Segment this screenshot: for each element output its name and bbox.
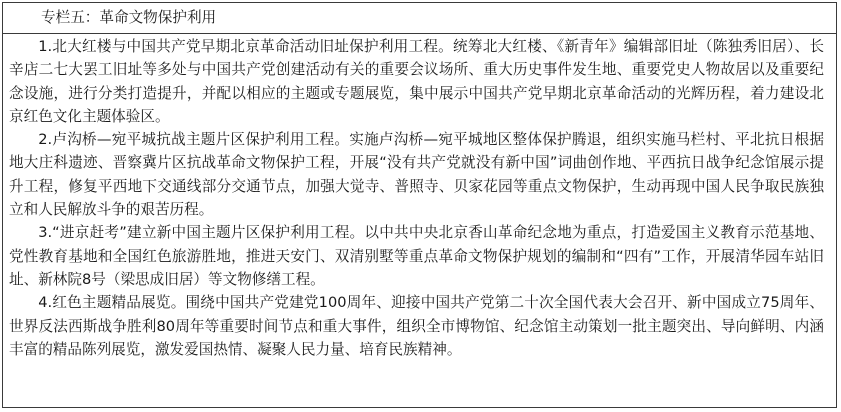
paragraph-project-3: 3.“进京赶考”建立新中国主题片区保护利用工程。以中共中央北京香山革命纪念地为重点，打造爱国主义教育示范基地、党性教育基地和全国红色旅游胜地，推进天安门、双清别墅等重点革命文物保护规划的编制和“四有”工作，开展清华园车站旧址、新林院8号（梁思成旧居）等文物修缮工程。: [9, 224, 824, 288]
column-box: [2, 2, 837, 408]
column-title: 专栏五：革命文物保护利用: [3, 3, 836, 34]
paragraph-project-4: 4.红色主题精品展览。围绕中国共产党建党100周年、迎接中国共产党第二十次全国代表大会召开、新中国成立75周年、世界反法西斯战争胜利80周年等重要时间节点和重大事件，组织全市博物馆、纪念馆主动策划一批主题突出、导向鲜明、内涵丰富的精品陈列展览，激发爱国热情、凝聚人民力量、培育民族精神。: [9, 294, 824, 358]
column-body: [3, 34, 836, 361]
paragraph-project-1: 1.北大红楼与中国共产党早期北京革命活动旧址保护利用工程。统筹北大红楼、《新青年》编辑部旧址（陈独秀旧居）、长辛店二七大罢工旧址等多处与中国共产党创建活动有关的重要会议场所、重大历史事件发生地、重要党史人物故居以及重要纪念设施，进行分类打造提升，并配以相应的主题或专题展览，集中展示中国共产党早期北京革命活动的光辉历程，着力建设北京红色文化主题体验区。: [9, 38, 824, 125]
paragraph-project-2: 2.卢沟桥—宛平城抗战主题片区保护利用工程。实施卢沟桥—宛平城地区整体保护腾退，组织实施马栏村、平北抗日根据地大庄科遗迹、晋察冀片区抗战革命文物保护工程，开展“没有共产党就没有新中国”词曲创作地、平西抗日战争纪念馆展示提升工程，修复平西地下交通线部分交通节点，加强大觉寺、普照寺、贝家花园等重点文物保护，生动再现中国人民争取民族独立和人民解放斗争的艰苦历程。: [9, 131, 824, 219]
